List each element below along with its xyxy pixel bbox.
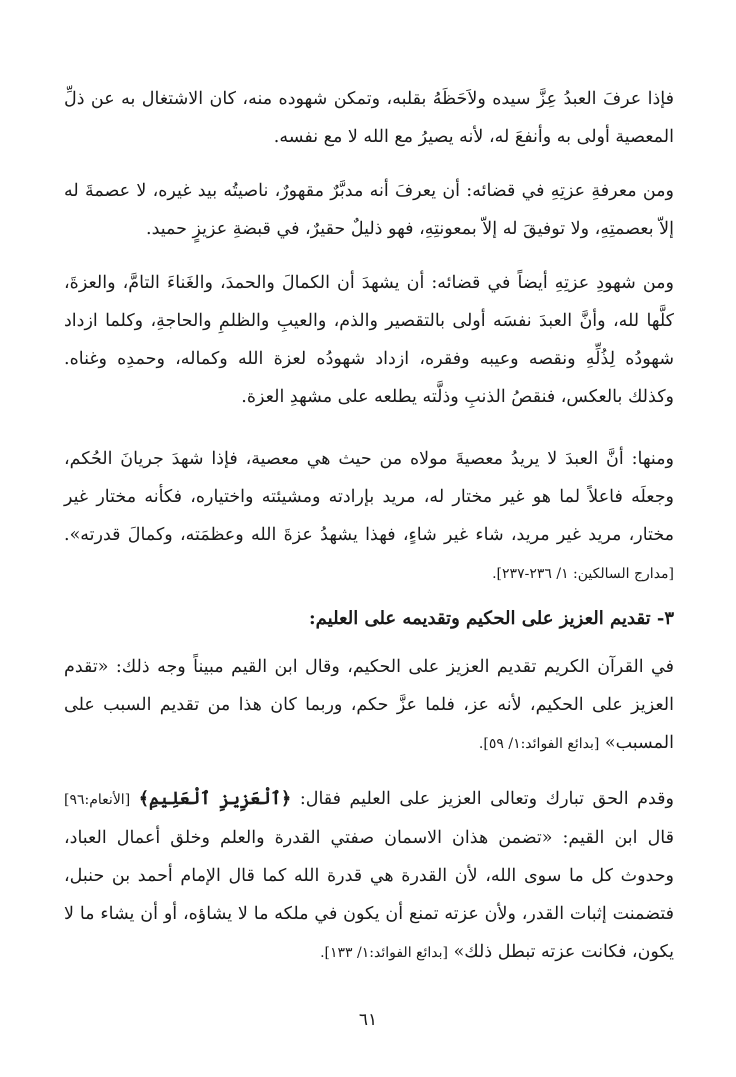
paragraph-6-citation-2: [بدائع الفوائد:١/ ١٣٣].	[320, 945, 448, 961]
paragraph-3	[64, 264, 674, 416]
section-heading: ٣- تقديم العزيز على الحكيم وتقديمه على العليم:	[309, 608, 674, 629]
paragraph-5-text: في القرآن الكريم تقديم العزيز على الحكيم، وقال ابن القيم مبيناً وجه ذلك: «تقدم العزيز على الحكيم، لأنه عز، فلما عزَّ حكم، وربما كان هذا من تقديم السبب على المسبب»	[64, 657, 674, 753]
paragraph-4-text: ومنها: أنَّ العبدَ لا يريدُ معصيةَ مولاه من حيث هي معصية، فإذا شهدَ جريانَ الحُكم، وجعلَه فاعلاً لما هو غير مختار له، مريد بإرادته ومشيئته واختياره، فكأنه مختار غير مختار، مريد غير مريد، شاء غير شاءٍ، فهذا يشهدُ عزةَ الله وعظمَته، وكمالَ قدرته».	[64, 449, 674, 545]
paragraph-4	[64, 440, 674, 593]
paragraph-4-citation: [مدارج السالكين: ١/ ٢٣٦-٢٣٧].	[492, 566, 674, 582]
quran-verse: ﴿ٱلْعَزِيزِ ٱلْعَلِيمِ﴾	[138, 789, 292, 809]
paragraph-2	[64, 172, 674, 248]
paragraph-6	[64, 780, 674, 972]
paragraph-5	[64, 648, 674, 763]
paragraph-6-text: وقدم الحق تبارك وتعالى العزيز على العليم فقال:	[299, 789, 674, 809]
paragraph-1-text: فإذا عرفَ العبدُ عِزَّ سيده ولاَحَظَهُ بقلبه، وتمكن شهوده منه، كان الاشتغال به عن ذلِّ المعصية أولى به وأنفعَ له، لأنه يصيرُ مع الله لا مع نفسه.	[64, 89, 674, 147]
paragraph-5-citation: [بدائع الفوائد:١/ ٥٩].	[478, 736, 600, 752]
paragraph-6-citation: [الأنعام:٩٦]	[64, 792, 131, 808]
paragraph-3-text: ومن شهودِ عزتِهِ أيضاً في قضائه: أن يشهدَ أن الكمالَ والحمدَ، والغَناءَ التامَّ، والعزةَ، كلَّها لله، وأنَّ العبدَ نفسَه أولى بالتقصير والذم، والعيبِ والظلمِ والحاجةِ، وكلما ازداد شهودُه لِذُلِّهِ ونقصه وعيبه وفقره، ازداد شهودُه لعزة الله وكماله، وحمدِه وغناه. وكذلك بالعكس، فنقصُ الذنبِ وذلَّته يطلعه على مشهدِ العزة.	[64, 273, 674, 407]
page-number: ٦١	[358, 1010, 378, 1030]
paragraph-6-rest: قال ابن القيم: «تضمن هذان الاسمان صفتي القدرة والعلم وخلق أعمال العباد، وحدوث كل ما سوى الله، لأن القدرة هي قدرة الله كما قال الإمام أحمد بن حنبل، فتضمنت إثبات القدر، ولأن عزته تمنع أن يكون في ملكه ما لا يشاؤه، أو أن يشاء ما لا يكون، فكانت عزته تبطل ذلك»	[64, 828, 674, 962]
paragraph-1	[64, 80, 674, 156]
paragraph-2-text: ومن معرفةِ عزتِهِ في قضائه: أن يعرفَ أنه مدبَّرٌ مقهورٌ، ناصيتُه بيد غيره، لا عصمةَ له إلاّ بعصمتِهِ، ولا توفيقَ له إلاّ بمعونتِهِ، فهو ذليلٌ حقيرٌ، في قبضةِ عزيزٍ حميد.	[64, 181, 674, 239]
